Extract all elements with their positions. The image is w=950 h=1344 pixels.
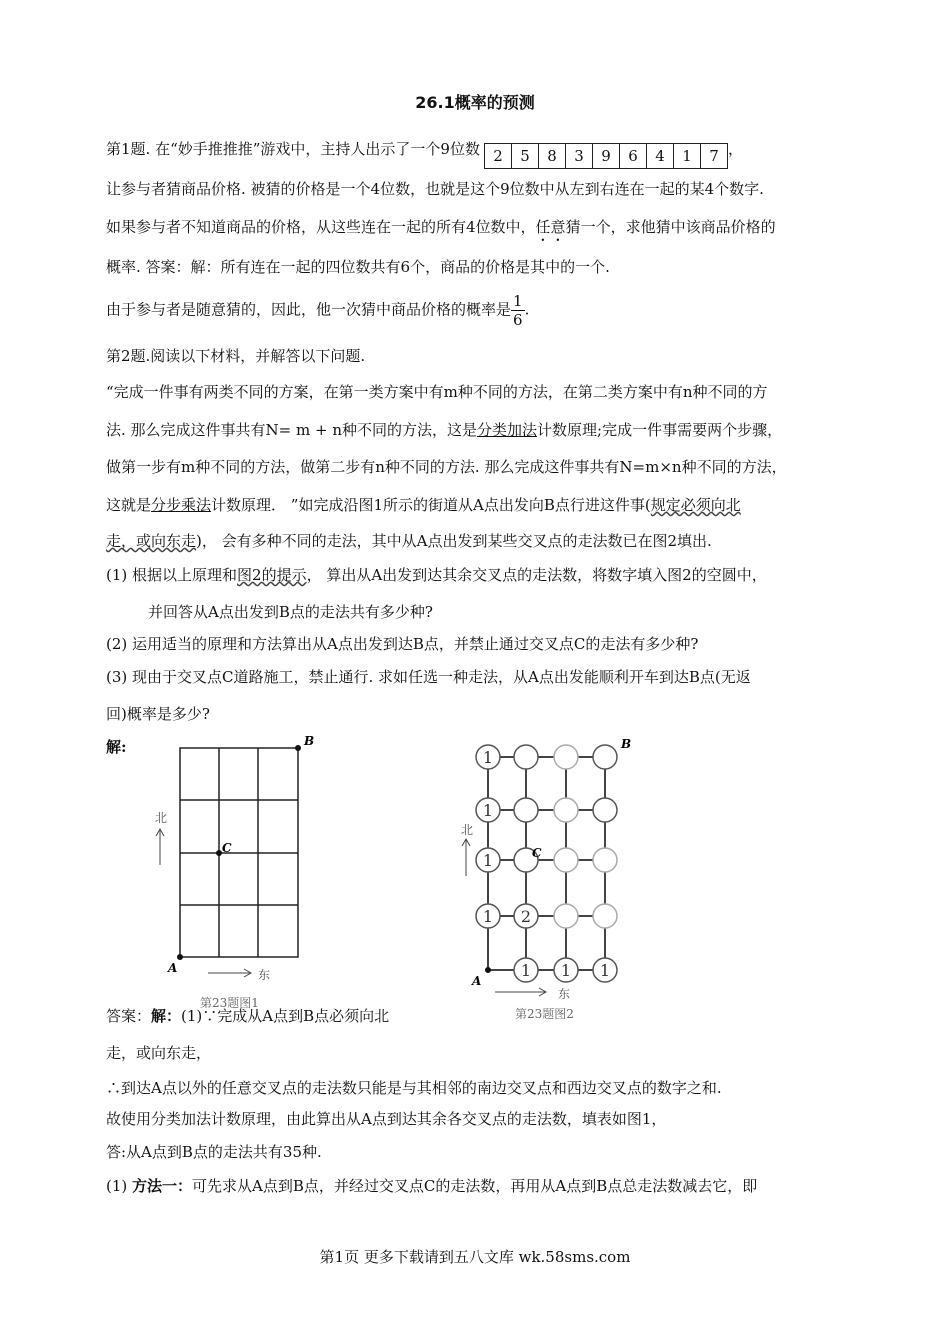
intersection-circle [554,848,578,872]
point-a [177,954,183,960]
fraction [511,292,525,329]
underlined-text: 分类加法 [477,421,538,439]
q1-line1 [106,137,743,163]
path-count: 1 [482,748,494,767]
text: 计数原理;完成一件事需要两个步骤， [537,421,783,439]
text: 这就是 [106,496,152,514]
label-c: C [222,841,232,855]
intersection-circle [593,848,617,872]
east-label: 东 [558,987,571,1001]
label-a: A [472,974,482,988]
text: 如果参与者不知道商品的价格，从这些连在一起的所有4位数中， [106,218,536,236]
answer-line3: ∴到达A点以外的任意交叉点的走法数只能是与其相邻的南边交叉点和西边交叉点的数字之和. [106,1079,722,1097]
q2-line1: 第2题.阅读以下材料，并解答以下问题. [106,347,366,365]
q2-part2: (2) 运用适当的原理和方法算出从A点出发到达B点，并禁止通过交叉点C的走法有多少种? [106,635,699,653]
path-count: 1 [482,907,494,926]
nine-digit-number-box [484,143,728,169]
q2-part3: (3) 现由于交叉点C道路施工，禁止通行. 求如任选一种走法，从A点出发能顺利开车到达B点(无返 [106,668,751,686]
text: 由于参与者是随意猜的，因此，他一次猜中商品价格的概率是 [106,300,512,319]
wavy-underlined-text: 走，或向东走 [106,532,197,550]
digit: 9 [593,144,620,168]
text: ， [727,140,743,158]
point-b [295,745,301,751]
path-count: 1 [520,961,532,980]
text: ， 算出从A出发到达其余交叉点的走法数，将数字填入图2的空圆中， [306,566,767,584]
north-arrow-icon [462,839,470,876]
digit: 6 [620,144,647,168]
digit: 5 [512,144,539,168]
text: 第1题. 在“妙手推推推”游戏中，主持人出示了一个9位数 [106,140,480,158]
q2-part3-cont: 回)概率是多少? [106,705,210,723]
text: 法. 那么完成这件事共有N= m + n种不同的方法，这是 [106,421,477,439]
numerator: 1 [513,292,523,310]
q1-line2: 让参与者猜商品价格. 被猜的价格是一个4位数，也就是这个9位数中从左到右连在一起的某4个数字. [106,180,764,198]
digit: 2 [485,144,512,168]
text: (1) 根据以上原理和 [106,566,238,584]
q1-line3 [106,216,776,245]
q1-line5 [106,292,529,329]
digit: 3 [566,144,593,168]
text: (1)∵完成从A点到B点必须向北 [181,1007,390,1025]
page-footer: 第1页 更多下载请到五八文库 wk.58sms.com [319,1248,631,1266]
intersection-circle [514,798,538,822]
bold-text: 方法一： [132,1177,193,1195]
path-count: 1 [599,961,611,980]
text: 答案： [106,1007,152,1025]
q2-line2: “完成一件事有两类不同的方案，在第一类方案中有m种不同的方法，在第二类方案中有n种不同的方 [106,383,768,401]
east-arrow-icon [208,969,251,977]
label-b: B [304,734,315,748]
figure-caption: 第23题图1 [200,996,259,1010]
text: (1) [106,1177,133,1195]
q2-part1 [106,564,767,585]
answer-line5: 答:从A点到B点的走法共有35种. [106,1143,322,1161]
figure-1-street-grid [150,730,330,1010]
digit: 8 [539,144,566,168]
denominator: 6 [513,311,523,329]
intersection-circle [554,798,578,822]
intersection-circle [554,745,578,769]
answer-line4: 故使用分类加法计数原理，由此算出从A点到达其余各交叉点的走法数，填表如图1， [106,1110,667,1128]
bold-text: 解： [151,1007,182,1025]
figure-2-path-count-grid [455,730,665,1025]
answer-line6 [106,1175,757,1196]
grid-lines [180,748,298,957]
intersection-circle [593,904,617,928]
intersection-circle [514,745,538,769]
q2-line3 [106,419,782,440]
north-label: 北 [461,823,474,837]
digit: 4 [647,144,674,168]
intersection-circle [593,798,617,822]
q1-line4: 概率. 答案：解：所有连在一起的四位数共有6个，商品的价格是其中的一个. [106,258,610,276]
text: )， 会有多种不同的走法，其中从A点出发到某些交叉点的走法数已在图2填出. [196,532,712,550]
path-count: 1 [482,801,494,820]
digit: 7 [709,147,719,165]
wavy-underlined-text: 规定必须向北 [650,496,741,514]
underlined-text: 分步乘法 [151,496,212,514]
solution-label: 解: [106,738,127,756]
north-arrow-icon [156,829,164,865]
path-count: 2 [520,907,532,926]
north-label: 北 [155,811,168,825]
label-a: A [168,961,178,975]
point-a [485,967,491,973]
q2-line5 [106,494,741,515]
intersection-circle [593,745,617,769]
figure-caption: 第23题图2 [515,1007,574,1021]
q2-part1-cont: 并回答从A点出发到B点的走法共有多少种? [148,603,433,621]
q2-line4: 做第一步有m种不同的方法，做第二步有n种不同的方法. 那么完成这件事共有N=m×n种不同的方法， [106,458,787,476]
q2-line6 [106,530,712,551]
intersection-circle [554,904,578,928]
path-count: 1 [560,961,572,980]
text: . [524,300,530,319]
east-arrow-icon [495,988,546,996]
label-b: B [621,737,632,751]
text: 猜一个，求他猜中该商品价格的 [565,218,776,236]
wavy-underlined-text: 图2的提示 [237,566,307,584]
emphasized-text: 任意 [535,218,566,236]
path-count: 1 [482,851,494,870]
text: 计数原理． ”如完成沿图1所示的街道从A点出发向B点行进这件事( [211,496,651,514]
text: 可先求从A点到B点，并经过交叉点C的走法数，再用从A点到B点总走法数减去它，即 [192,1177,758,1195]
label-c: C [532,846,542,860]
answer-line1 [106,1005,389,1026]
digit: 1 [674,144,701,168]
page-title: 26.1概率的预测 [415,93,535,112]
east-label: 东 [258,968,271,982]
answer-line2: 走，或向东走， [106,1044,212,1062]
